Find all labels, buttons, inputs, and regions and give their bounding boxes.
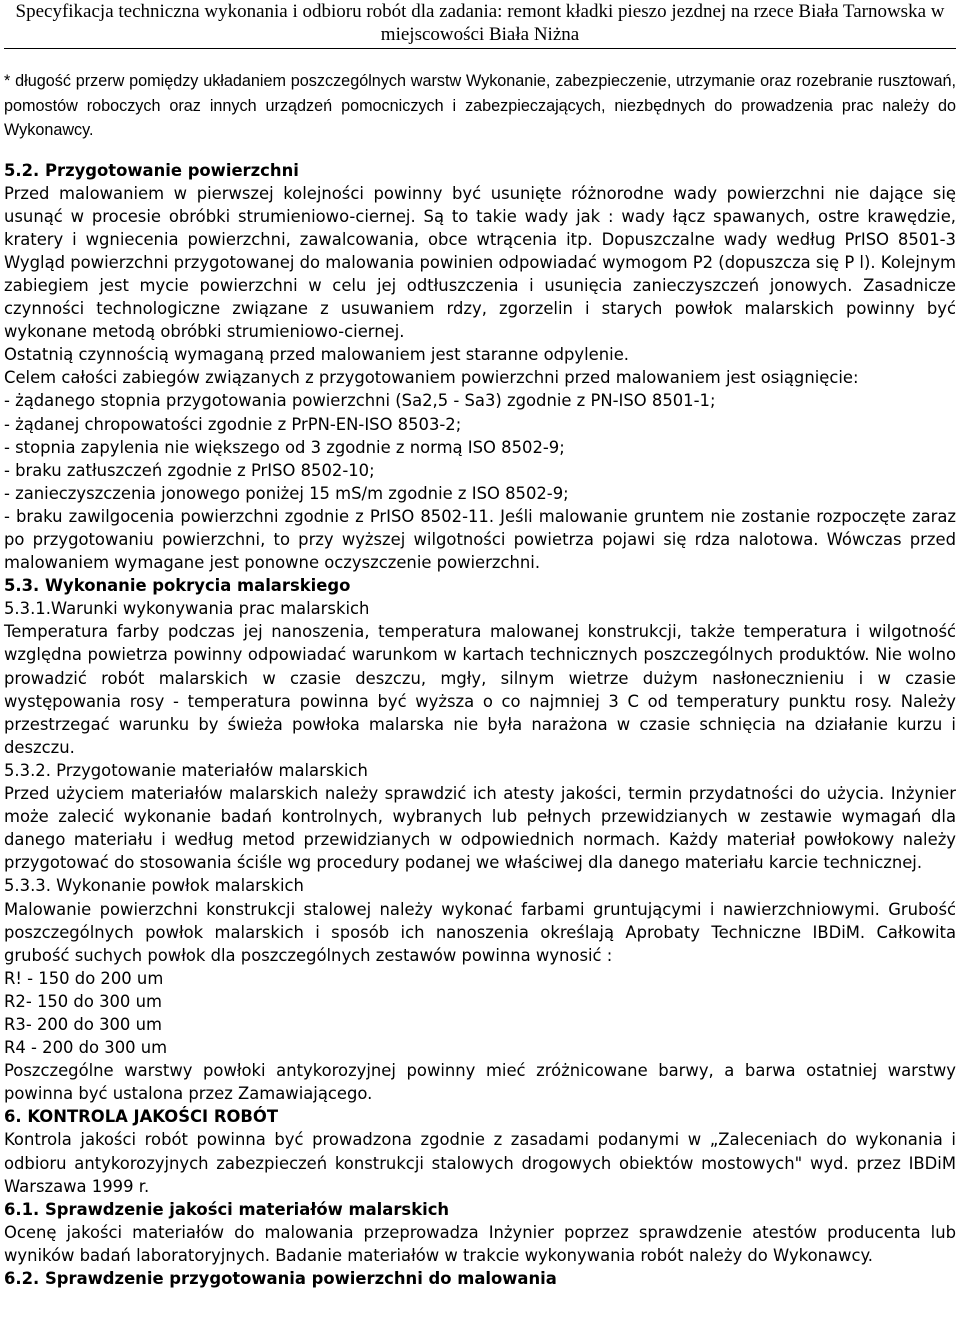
- section-5-3-2-text: Przed użyciem materiałów malarskich należy sprawdzić ich atesty jakości, termin przydatności do użycia. Inżynier może zalecić wykonanie badań kontrolnych, wybranych lub pełnych przewidzianych w zestawie wymagań dla danego materiału i według metod przewidzianych w odpowiednich normach. Każdy materiał powłokowy należy przygotować do stosowania ściśle wg procedury podanej we właściwej dla danego materiału karcie technicznej.: [4, 784, 956, 873]
- list-item: - żądanego stopnia przygotowania powierzchni (Sa2,5 - Sa3) zgodnie z PN-ISO 8501-1;: [4, 391, 716, 411]
- section-5-2-goal: Celem całości zabiegów związanych z przygotowaniem powierzchni przed malowaniem jest osiągnięcie:: [4, 368, 859, 388]
- thickness-item: R3- 200 do 300 um: [4, 1014, 162, 1034]
- thickness-list: [4, 967, 956, 1059]
- list-item: - braku zatłuszczeń zgodnie z PrISO 8502-10;: [4, 460, 375, 480]
- section-5-3-1-title: 5.3.1.Warunki wykonywania prac malarskich: [4, 599, 370, 619]
- section-5-3-2-title: 5.3.2. Przygotowanie materiałów malarskich: [4, 760, 368, 780]
- section-6-2-heading: 6.2. Sprawdzenie przygotowania powierzchni do malowania: [4, 1269, 557, 1288]
- section-6-text: Kontrola jakości robót powinna być prowadzona zgodnie z zasadami podanymi w „Zaleceniach do wykonania i odbioru antykorozyjnych zabezpieczeń konstrukcji stalowych drogowych obiektów mostowych" wyd. przez IBDiM Warszawa 1999 r.: [4, 1130, 956, 1196]
- section-5-2-dedusting: Ostatnią czynnością wymaganą przed malowaniem jest staranne odpylenie.: [4, 345, 629, 365]
- list-item: - żądanej chropowatości zgodnie z PrPN-EN-ISO 8503-2;: [4, 414, 462, 434]
- section-5-3-3-text: Malowanie powierzchni konstrukcji stalowej należy wykonać farbami gruntującymi i nawierzchniowymi. Grubość poszczególnych powłok malarskich i sposób ich nanoszenia określają Aprobaty Techniczne IBDiM. Całkowita grubość suchych powłok dla poszczególnych zestawów powinna wynosić :: [4, 899, 956, 965]
- thickness-item: R4 - 200 do 300 um: [4, 1038, 168, 1058]
- section-6-1-heading: 6.1. Sprawdzenie jakości materiałów malarskich: [4, 1199, 450, 1219]
- page-header: [4, 0, 956, 46]
- list-item: - stopnia zapylenia nie większego od 3 zgodnie z normą ISO 8502-9;: [4, 437, 565, 457]
- header-line-2: miejscowości Biała Niżna: [380, 24, 580, 45]
- section-6-1-text: Ocenę jakości materiałów do malowania przeprowadza Inżynier poprzez sprawdzenie atestów producenta lub wyników badań laboratoryjnych. Badanie materiałów w trakcie wykonywania robót należy do Wykonawcy.: [4, 1222, 956, 1265]
- thickness-item: R! - 150 do 200 um: [4, 968, 164, 988]
- section-6-heading: 6. KONTROLA JAKOŚCI ROBÓT: [4, 1107, 279, 1127]
- header-line-1: Specyfikacja techniczna wykonania i odbioru robót dla zadania: remont kładki pieszo jezdnej na rzece Biała Tarnowska w: [15, 1, 945, 22]
- section-5-2-last-item: - braku zawilgocenia powierzchni zgodnie z PrISO 8502-11. Jeśli malowanie gruntem nie zostanie rozpoczęte zaraz po przygotowaniu powierzchni, to przy wyższej wilgotności powietrza pojawi się rdza nalotowa. Wówczas przed malowaniem wymagane jest ponowne oczyszczenie powierzchni.: [4, 506, 956, 573]
- section-5-3-3-title: 5.3.3. Wykonanie powłok malarskich: [4, 876, 304, 896]
- section-5-2-paragraph: Przed malowaniem w pierwszej kolejności powinny być usunięte różnorodne wady powierzchni nie dające się usunąć w procesie obróbki strumieniowo-ciernej. Są to takie wady jak : wady łącz spawanych, ostre krawędzie, kratery i wgniecenia powierzchni, zawalcowania, obce wtrącenia itp. Dopuszczalne wady według PrISO 8501-3 Wygląd powierzchni przygotowanej do malowania powinien odpowiadać wymogom P2 (dopuszcza się P l). Kolejnym zabiegiem jest mycie powierzchni w celu jej odtłuszczenia i usunięcia zanieczyszczeń jonowych. Zasadnicze czynności technologiczne związane z usuwaniem rdzy, zgorzelin i starych powłok malarskich powinny być wykonane metodą obróbki strumieniowo-ciernej.: [4, 183, 956, 342]
- requirements-list: [4, 389, 956, 504]
- section-5-3-3-closing: Poszczególne warstwy powłoki antykorozyjnej powinny mieć zróżnicowane barwy, a barwa ostatniej warstwy powinna być ustalona przez Zamawiającego.: [4, 1061, 956, 1104]
- document-body: [4, 159, 956, 1291]
- intro-paragraph: * długość przerw pomiędzy układaniem poszczególnych warstw Wykonanie, zabezpieczenie, utrzymanie oraz rozebranie rusztowań, pomostów roboczych oraz innych urządzeń pomocniczych i zabezpieczających, niezbędnych do prowadzenia prac należy do Wykonawcy.: [4, 72, 956, 139]
- section-5-3-heading: 5.3. Wykonanie pokrycia malarskiego: [4, 576, 351, 596]
- list-item: - zanieczyszczenia jonowego poniżej 15 mS/m zgodnie z ISO 8502-9;: [4, 483, 569, 503]
- header-divider: [4, 48, 956, 49]
- section-5-2-heading: 5.2. Przygotowanie powierzchni: [4, 160, 299, 180]
- section-5-3-1-text: Temperatura farby podczas jej nanoszenia, temperatura malowanej konstrukcji, także temperatura i wilgotność względna powietrza powinny odpowiadać warunkom w kartach technicznych poszczególnych produktów. Nie wolno prowadzić robót malarskich w czasie deszczu, mgły, silnym wietrze dużym nasłonecznieniu i w czasie występowania rosy - temperatura powinna być wyższa o co najmniej 3 C od temperatury punktu rosy. Należy przestrzegać warunku by świeża powłoka malarska nie była narażona w czasie schnięcia na działanie kurzu i deszczu.: [4, 622, 956, 757]
- thickness-item: R2- 150 do 300 um: [4, 991, 162, 1011]
